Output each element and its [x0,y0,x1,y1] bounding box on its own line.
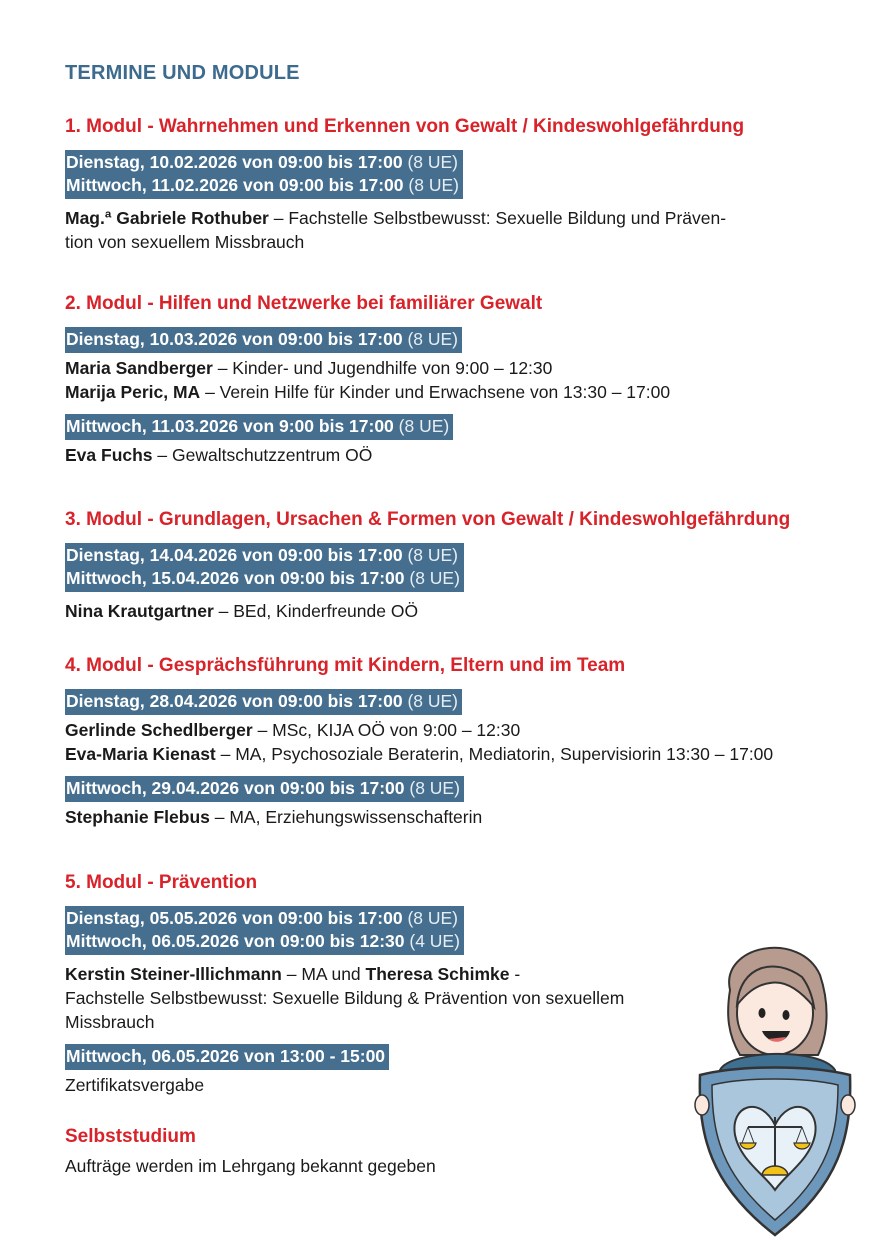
module-1 [65,114,825,254]
date-line [66,174,459,197]
speaker-details: – MA, Erziehungswissenschafterin [209,807,483,827]
speaker-line [65,206,825,230]
date-line [66,1045,385,1068]
speaker-details: – Kinder- und Jugendhilfe von 9:00 – 12:30 [212,358,553,378]
date-time: Mittwoch, 06.05.2026 von 13:00 - 15:00 [66,1046,386,1066]
date-line [66,907,460,930]
date-block [65,150,463,199]
ue-count: (8 UE) [409,568,460,588]
speaker-details: Zertifikatsvergabe [65,1075,205,1095]
speaker-name: Eva-Maria Kienast [65,744,216,764]
speaker-name: Gerlinde Schedlberger [65,720,253,740]
module-title: Selbststudium [65,1126,196,1147]
speaker-details: – MSc, KIJA OÖ von 9:00 – 12:30 [252,720,521,740]
date-line [66,690,458,713]
speaker-details: Missbrauch [65,1012,155,1032]
speaker-name: Maria Sandberger [65,358,213,378]
ue-count: (8 UE) [398,416,450,436]
speaker-details: – MA, Psychosoziale Beraterin, Mediatorin, Supervisiorin 13:30 – 17:00 [215,744,774,764]
speaker-details: Aufträge werden im Lehrgang bekannt gegeben [65,1156,436,1176]
module-title: 1. Modul - Wahrnehmen und Erkennen von Gewalt / Kindeswohlgefährdung [65,116,745,137]
speaker-name: Marija Peric, MA [65,382,201,402]
ue-count: (8 UE) [407,545,459,565]
date-time: Mittwoch, 15.04.2026 von 09:00 bis 17:00 [66,568,405,588]
date-line [66,777,460,800]
ue-count: (4 UE) [409,931,460,951]
child-with-shield-illustration [690,935,860,1240]
date-time: Mittwoch, 06.05.2026 von 09:00 bis 12:30 [66,931,405,951]
speaker-line [65,230,825,254]
date-time: Dienstag, 10.03.2026 von 09:00 bis 17:00 [66,329,403,349]
speaker-details: - [509,964,521,984]
date-time: Mittwoch, 11.03.2026 von 9:00 bis 17:00 [66,416,394,436]
speaker-line [65,805,825,829]
date-line [66,151,459,174]
speaker-line [65,356,825,380]
date-line [66,328,458,351]
date-line [66,415,449,438]
speaker-details: – Fachstelle Selbstbewusst: Sexuelle Bildung und Präven- [268,208,727,228]
date-time: Mittwoch, 11.02.2026 von 09:00 bis 17:00 [66,175,404,195]
speaker-details: Fachstelle Selbstbewusst: Sexuelle Bildung & Prävention von sexuellem [65,988,625,1008]
module-title: 2. Modul - Hilfen und Netzwerke bei familiärer Gewalt [65,293,543,314]
module-title: 5. Modul - Prävention [65,872,258,893]
ue-count: (8 UE) [407,152,459,172]
speaker-name: Nina Krautgartner [65,601,214,621]
date-time: Dienstag, 10.02.2026 von 09:00 bis 17:00 [66,152,403,172]
module-4 [65,653,825,829]
page-title: TERMINE UND MODULE [65,62,300,84]
module-3 [65,507,825,623]
module-2 [65,291,825,467]
date-block [65,906,464,955]
date-block [65,776,464,802]
speaker-name: Stephanie Flebus [65,807,210,827]
date-time: Dienstag, 14.04.2026 von 09:00 bis 17:00 [66,545,403,565]
date-line [66,567,460,590]
speaker-name: Mag.ª Gabriele Rothuber [65,208,269,228]
date-line [66,544,460,567]
date-block [65,414,453,440]
speaker-details: – MA und [281,964,366,984]
speaker-line [65,742,825,766]
date-block [65,689,462,715]
speaker-name: Theresa Schimke [365,964,510,984]
speaker-details: tion von sexuellem Missbrauch [65,232,305,252]
date-time: Mittwoch, 29.04.2026 von 09:00 bis 17:00 [66,778,405,798]
speaker-line [65,380,825,404]
speaker-name: Kerstin Steiner-Illichmann [65,964,282,984]
speaker-details: – Gewaltschutzzentrum OÖ [152,445,373,465]
speaker-details: – BEd, Kinderfreunde OÖ [213,601,419,621]
date-time: Dienstag, 28.04.2026 von 09:00 bis 17:00 [66,691,403,711]
module-title: 4. Modul - Gesprächsführung mit Kindern, Eltern und im Team [65,655,626,676]
ue-count: (8 UE) [409,778,460,798]
speaker-line [65,443,825,467]
ue-count: (8 UE) [407,691,459,711]
ue-count: (8 UE) [407,329,459,349]
date-block [65,327,462,353]
date-time: Dienstag, 05.05.2026 von 09:00 bis 17:00 [66,908,403,928]
speaker-name: Eva Fuchs [65,445,153,465]
module-title: 3. Modul - Grundlagen, Ursachen & Formen von Gewalt / Kindeswohlgefährdung [65,509,791,530]
date-line [66,930,460,953]
speaker-line [65,718,825,742]
ue-count: (8 UE) [407,908,459,928]
date-block [65,1044,389,1070]
speaker-line [65,599,825,623]
ue-count: (8 UE) [408,175,459,195]
date-block [65,543,464,592]
speaker-details: – Verein Hilfe für Kinder und Erwachsene von 13:30 – 17:00 [200,382,671,402]
